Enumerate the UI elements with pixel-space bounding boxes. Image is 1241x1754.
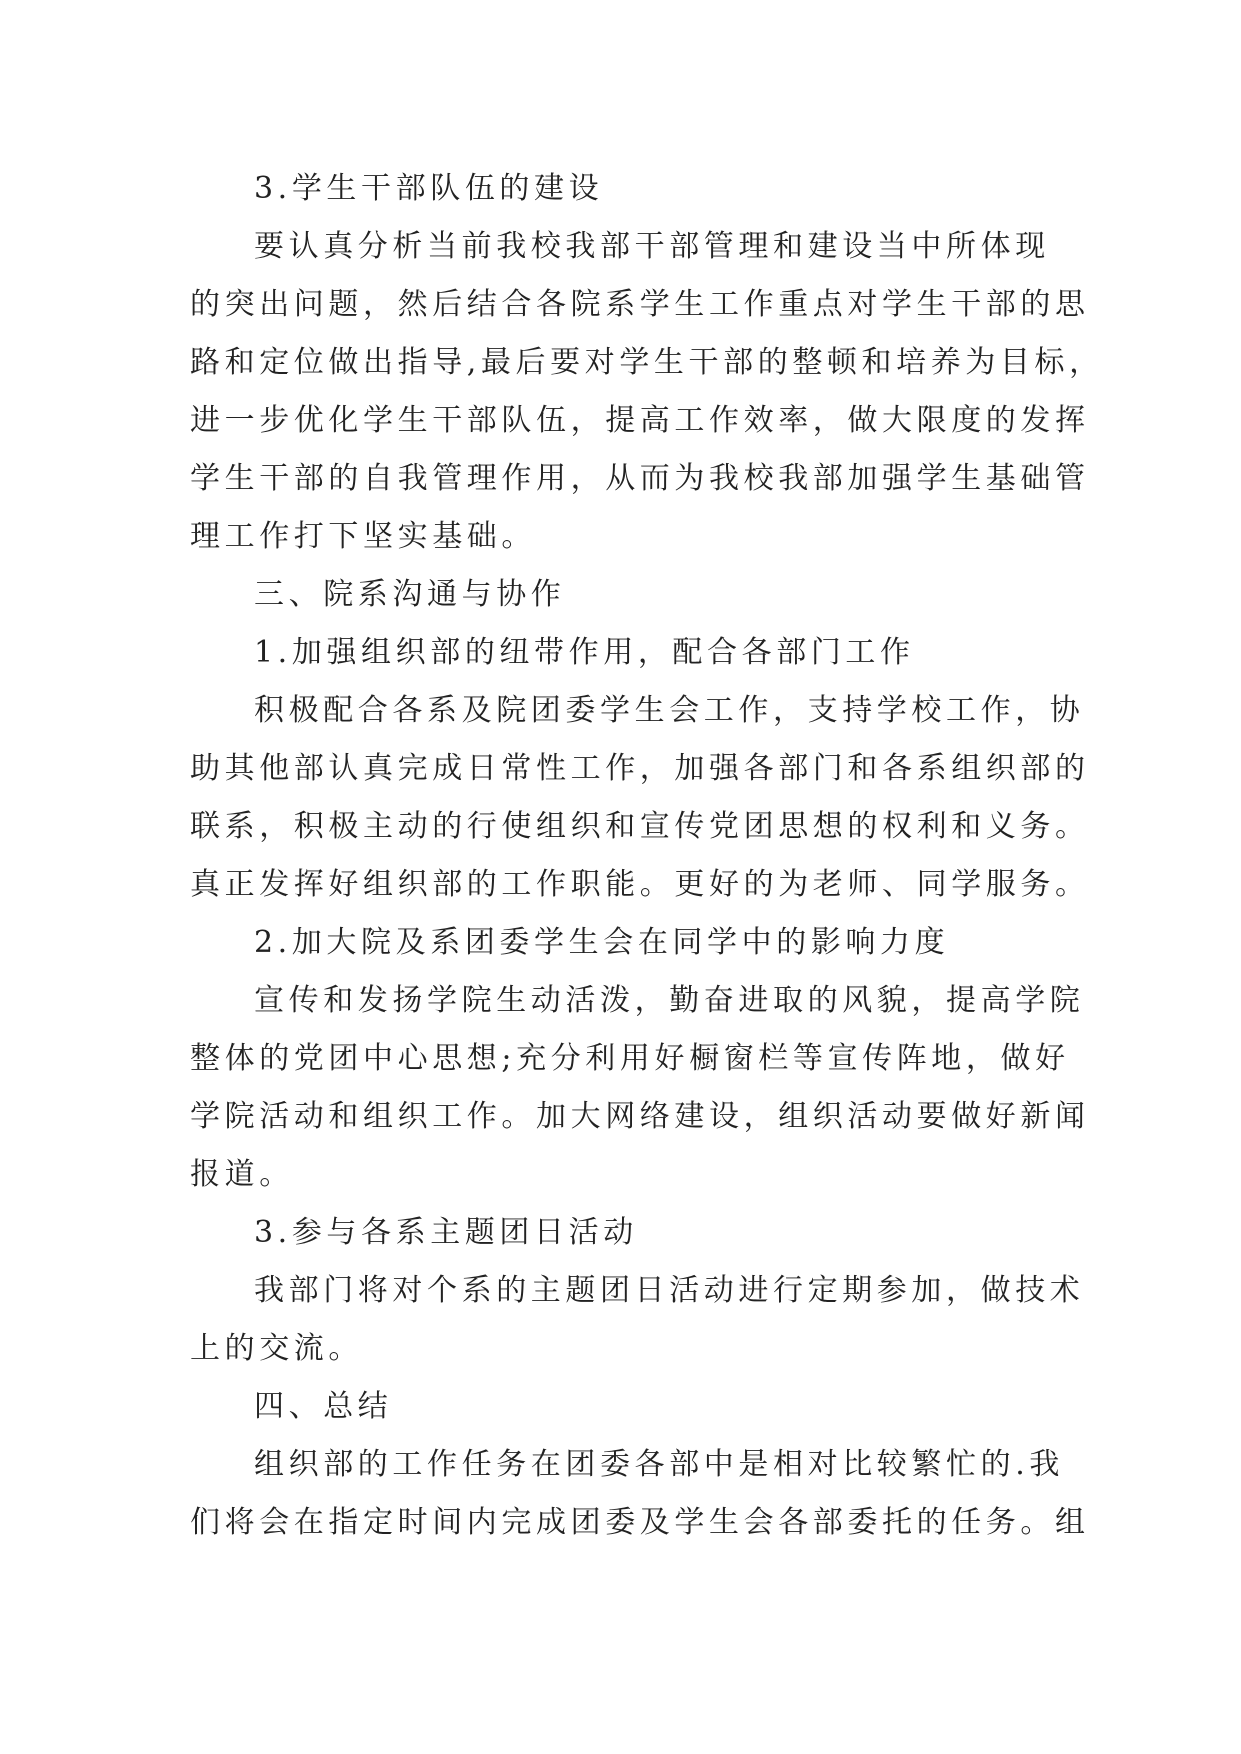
text-line: 上的交流。: [190, 1331, 363, 1366]
text-line: 联系，积极主动的行使组织和宣传党团思想的权利和义务。: [190, 809, 1090, 844]
text-line: 真正发挥好组织部的工作职能。更好的为老师、同学服务。: [190, 867, 1090, 902]
text-line: 整体的党团中心思想;充分利用好橱窗栏等宣传阵地，做好: [190, 1041, 1070, 1076]
text-line: 积极配合各系及院团委学生会工作，支持学校工作，协: [254, 693, 1085, 728]
text-line: 组织部的工作任务在团委各部中是相对比较繁忙的.我: [254, 1447, 1064, 1482]
text-line: 宣传和发扬学院生动活泼，勤奋进取的风貌，提高学院: [254, 983, 1085, 1018]
document-page: [190, 160, 1104, 1552]
text-line: 的突出问题，然后结合各院系学生工作重点对学生干部的思: [190, 287, 1090, 322]
text-line: 要认真分析当前我校我部干部管理和建设当中所体现: [254, 229, 1050, 264]
text-line: 3.参与各系主题团日活动: [254, 1215, 638, 1250]
text-line: 三、院系沟通与协作: [254, 577, 566, 612]
text-line: 进一步优化学生干部队伍，提高工作效率，做大限度的发挥: [190, 403, 1090, 438]
text-line: 助其他部认真完成日常性工作，加强各部门和各系组织部的: [190, 751, 1090, 786]
text-line: 报道。: [190, 1157, 294, 1192]
text-line: 学生干部的自我管理作用，从而为我校我部加强学生基础管: [190, 461, 1090, 496]
text-line: 四、总结: [254, 1389, 393, 1424]
text-line: 们将会在指定时间内完成团委及学生会各部委托的任务。组: [190, 1505, 1090, 1540]
text-line: 2.加大院及系团委学生会在同学中的影响力度: [254, 925, 950, 960]
text-line: 学院活动和组织工作。加大网络建设，组织活动要做好新闻: [190, 1099, 1090, 1134]
text-line: 路和定位做出指导,最后要对学生干部的整顿和培养为目标，: [190, 345, 1104, 380]
text-line: 1.加强组织部的纽带作用，配合各部门工作: [254, 635, 915, 670]
text-line: 3.学生干部队伍的建设: [254, 171, 604, 206]
text-line: 理工作打下坚实基础。: [190, 519, 536, 554]
text-line: 我部门将对个系的主题团日活动进行定期参加，做技术: [254, 1273, 1085, 1308]
